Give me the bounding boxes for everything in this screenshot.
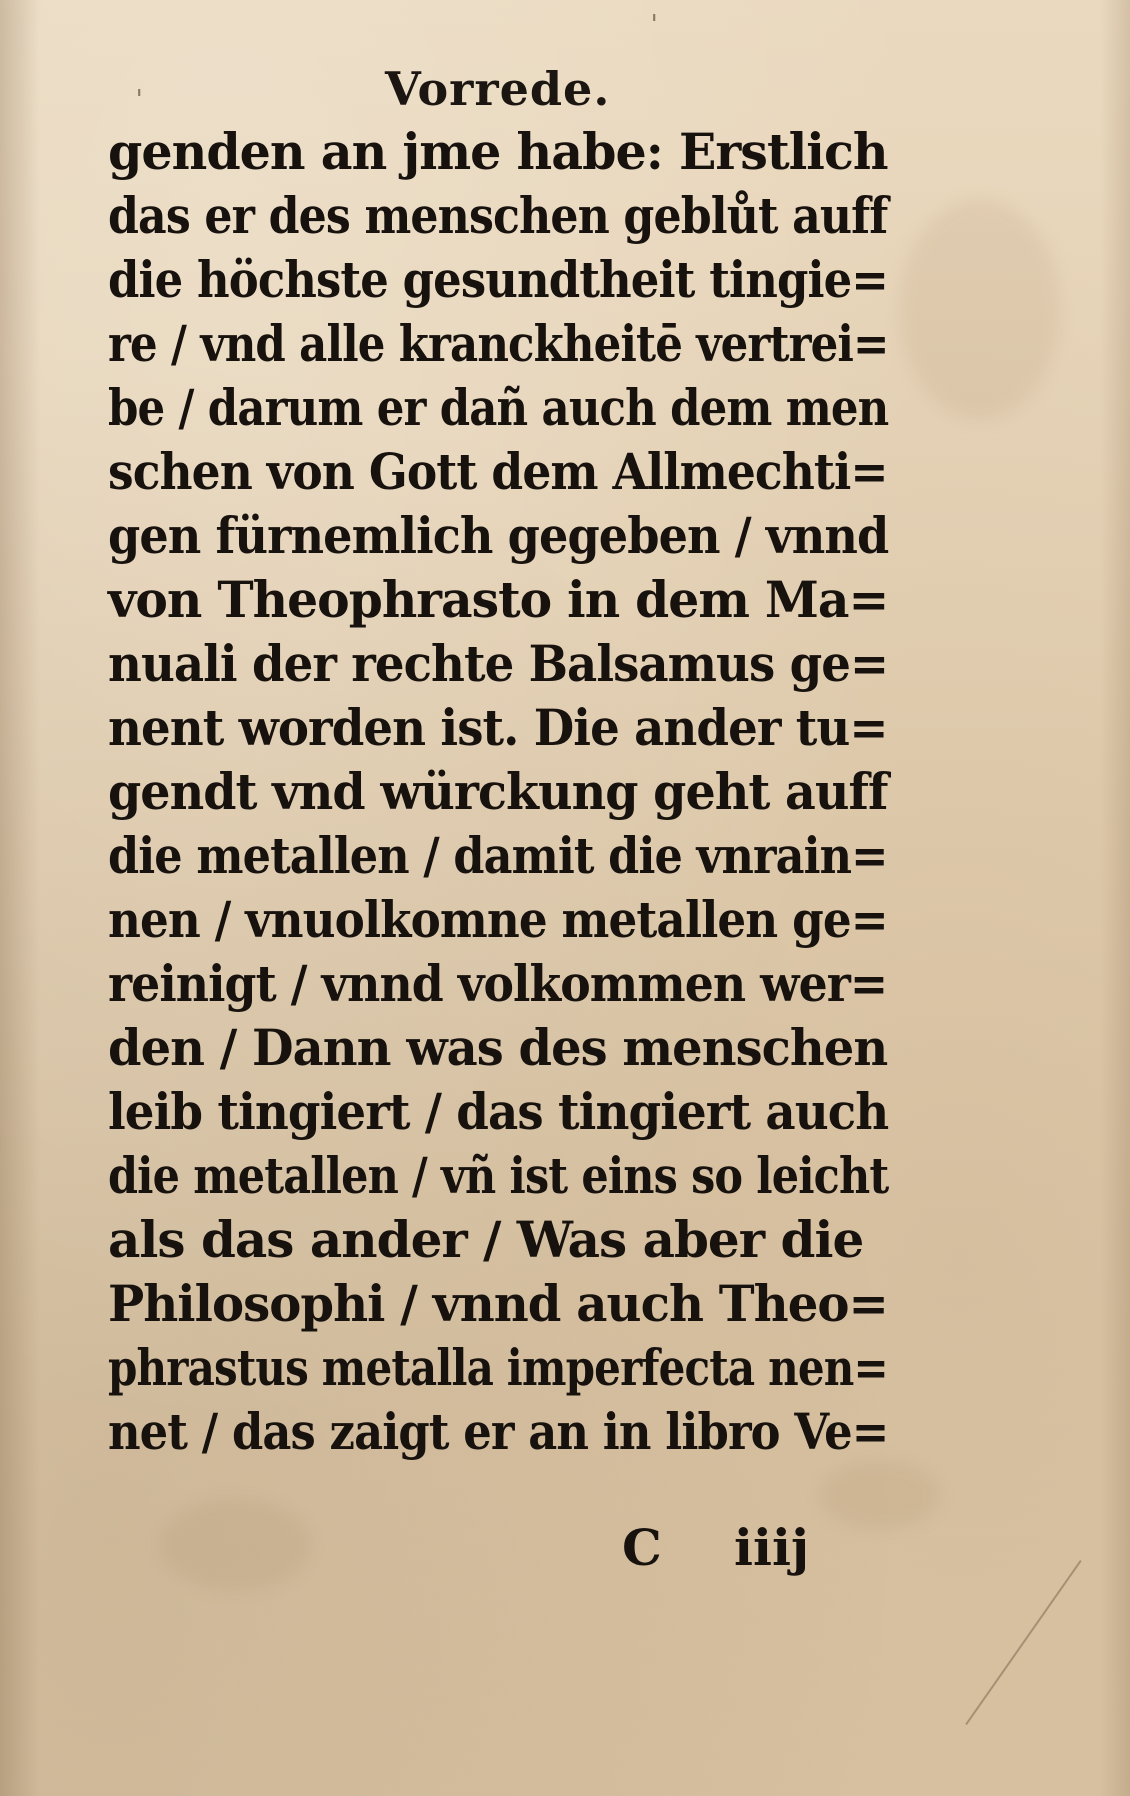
text-line: nent worden ist. Die ander tu= [108,698,888,757]
text-line: die metallen / damit die vnrain= [108,826,888,885]
text-line: nuali der rechte Balsamus ge= [108,634,889,693]
paper-stain [160,1500,310,1590]
text-line: reinigt / vnnd volkommen wer= [108,954,888,1013]
paper-stain [900,200,1060,420]
page-edge-shadow-left [0,0,40,1796]
text-line: die höchste gesundtheit tingie= [108,250,888,309]
text-line: das er des menschen geblůt auff [108,186,888,245]
folio-number: iiij [734,1518,810,1577]
paper-crease [965,1560,1081,1725]
text-line: net / das zaigt er an in libro Ve= [108,1402,889,1461]
text-line: Philosophi / vnnd auch Theo= [108,1274,888,1333]
text-line: die metallen / vñ ist eins so leicht [108,1146,889,1205]
paper-speck: ˈ [650,10,659,45]
text-line: schen von Gott dem Allmechti= [108,442,888,501]
text-line: phrastus metalla imperfecta nen= [108,1338,888,1397]
text-line: genden an jme habe: Erstlich [108,122,888,181]
paper-speck: ˈ [135,85,144,120]
text-line: als das ander / Was aber die [108,1210,864,1269]
page-edge-shadow-right [1100,0,1130,1796]
running-head: Vorrede. [385,62,611,116]
text-line: gendt vnd würckung geht auff [108,762,888,821]
text-line: re / vnd alle kranckheitē vertrei= [108,314,889,373]
signature-mark: C [622,1518,662,1577]
text-line: den / Dann was des menschen [108,1018,888,1077]
paper-stain [820,1460,940,1530]
text-line: be / darum er dañ auch dem men [108,378,889,437]
text-line: leib tingiert / das tingiert auch [108,1082,889,1141]
text-line: gen fürnemlich gegeben / vnnd [108,506,889,565]
text-line: nen / vnuolkomne metallen ge= [108,890,888,949]
text-line: von Theophrasto in dem Ma= [108,570,889,629]
